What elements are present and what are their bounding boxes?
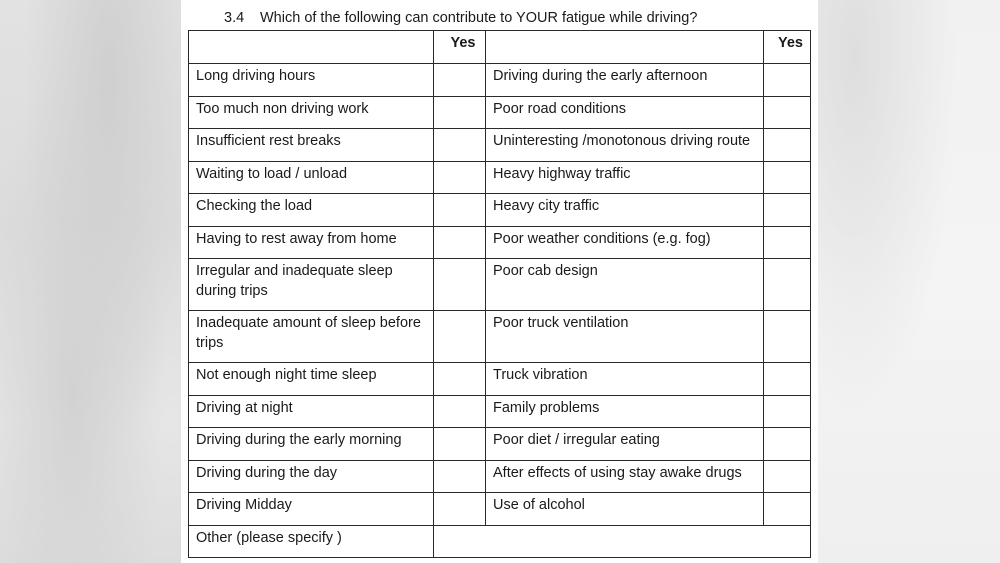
right-yes-checkbox-cell[interactable]	[764, 493, 811, 526]
left-factor-label: Insufficient rest breaks	[189, 129, 434, 162]
other-label: Other (please specify )	[189, 525, 434, 558]
blurred-background-right	[818, 0, 1000, 563]
right-factor-label: Driving during the early afternoon	[486, 64, 764, 97]
right-yes-checkbox-cell[interactable]	[764, 428, 811, 461]
right-factor-label: Heavy city traffic	[486, 194, 764, 227]
header-right-factor	[486, 31, 764, 64]
table-row	[189, 226, 811, 259]
right-factor-label: Family problems	[486, 395, 764, 428]
table-row	[189, 363, 811, 396]
left-yes-checkbox-cell[interactable]	[434, 226, 486, 259]
table-row	[189, 428, 811, 461]
right-factor-label: Poor cab design	[486, 259, 764, 311]
left-yes-checkbox-cell[interactable]	[434, 363, 486, 396]
right-yes-checkbox-cell[interactable]	[764, 395, 811, 428]
right-yes-checkbox-cell[interactable]	[764, 129, 811, 162]
table-row	[189, 259, 811, 311]
left-yes-checkbox-cell[interactable]	[434, 311, 486, 363]
question-number: 3.4	[224, 10, 245, 26]
table-row	[189, 161, 811, 194]
right-yes-checkbox-cell[interactable]	[764, 311, 811, 363]
right-yes-checkbox-cell[interactable]	[764, 161, 811, 194]
right-yes-checkbox-cell[interactable]	[764, 259, 811, 311]
right-factor-label: Heavy highway traffic	[486, 161, 764, 194]
left-factor-label: Having to rest away from home	[189, 226, 434, 259]
document-page	[181, 0, 818, 563]
right-yes-checkbox-cell[interactable]	[764, 226, 811, 259]
right-factor-label: Poor truck ventilation	[486, 311, 764, 363]
left-factor-label: Not enough night time sleep	[189, 363, 434, 396]
left-factor-label: Too much non driving work	[189, 96, 434, 129]
other-specify-field[interactable]	[434, 525, 811, 558]
fatigue-factors-table	[188, 30, 811, 558]
left-factor-label: Driving during the day	[189, 460, 434, 493]
right-factor-label: Use of alcohol	[486, 493, 764, 526]
table-row	[189, 194, 811, 227]
left-factor-label: Irregular and inadequate sleep during trips	[189, 259, 434, 311]
left-factor-label: Driving Midday	[189, 493, 434, 526]
table-row	[189, 64, 811, 97]
left-yes-checkbox-cell[interactable]	[434, 428, 486, 461]
table-row	[189, 96, 811, 129]
left-factor-label: Long driving hours	[189, 64, 434, 97]
right-yes-checkbox-cell[interactable]	[764, 460, 811, 493]
left-factor-label: Driving during the early morning	[189, 428, 434, 461]
left-yes-checkbox-cell[interactable]	[434, 460, 486, 493]
right-factor-label: Poor road conditions	[486, 96, 764, 129]
right-factor-label: Poor diet / irregular eating	[486, 428, 764, 461]
left-yes-checkbox-cell[interactable]	[434, 96, 486, 129]
left-yes-checkbox-cell[interactable]	[434, 493, 486, 526]
question-heading	[224, 10, 697, 26]
right-yes-checkbox-cell[interactable]	[764, 64, 811, 97]
left-yes-checkbox-cell[interactable]	[434, 64, 486, 97]
header-left-yes: Yes	[434, 31, 486, 64]
left-yes-checkbox-cell[interactable]	[434, 129, 486, 162]
left-yes-checkbox-cell[interactable]	[434, 395, 486, 428]
table-row	[189, 395, 811, 428]
table-row	[189, 493, 811, 526]
table-row	[189, 129, 811, 162]
header-left-factor	[189, 31, 434, 64]
right-factor-label: After effects of using stay awake drugs	[486, 460, 764, 493]
table-row	[189, 311, 811, 363]
right-factor-label: Poor weather conditions (e.g. fog)	[486, 226, 764, 259]
right-factor-label: Truck vibration	[486, 363, 764, 396]
other-row	[189, 525, 811, 558]
question-text: Which of the following can contribute to YOUR fatigue while driving?	[260, 10, 698, 26]
left-factor-label: Waiting to load / unload	[189, 161, 434, 194]
left-yes-checkbox-cell[interactable]	[434, 194, 486, 227]
right-factor-label: Uninteresting /monotonous driving route	[486, 129, 764, 162]
right-yes-checkbox-cell[interactable]	[764, 194, 811, 227]
table-header-row	[189, 31, 811, 64]
blurred-background-left	[0, 0, 181, 563]
left-factor-label: Driving at night	[189, 395, 434, 428]
left-yes-checkbox-cell[interactable]	[434, 259, 486, 311]
right-yes-checkbox-cell[interactable]	[764, 96, 811, 129]
left-yes-checkbox-cell[interactable]	[434, 161, 486, 194]
left-factor-label: Checking the load	[189, 194, 434, 227]
right-yes-checkbox-cell[interactable]	[764, 363, 811, 396]
header-right-yes: Yes	[764, 31, 811, 64]
left-factor-label: Inadequate amount of sleep before trips	[189, 311, 434, 363]
table-row	[189, 460, 811, 493]
